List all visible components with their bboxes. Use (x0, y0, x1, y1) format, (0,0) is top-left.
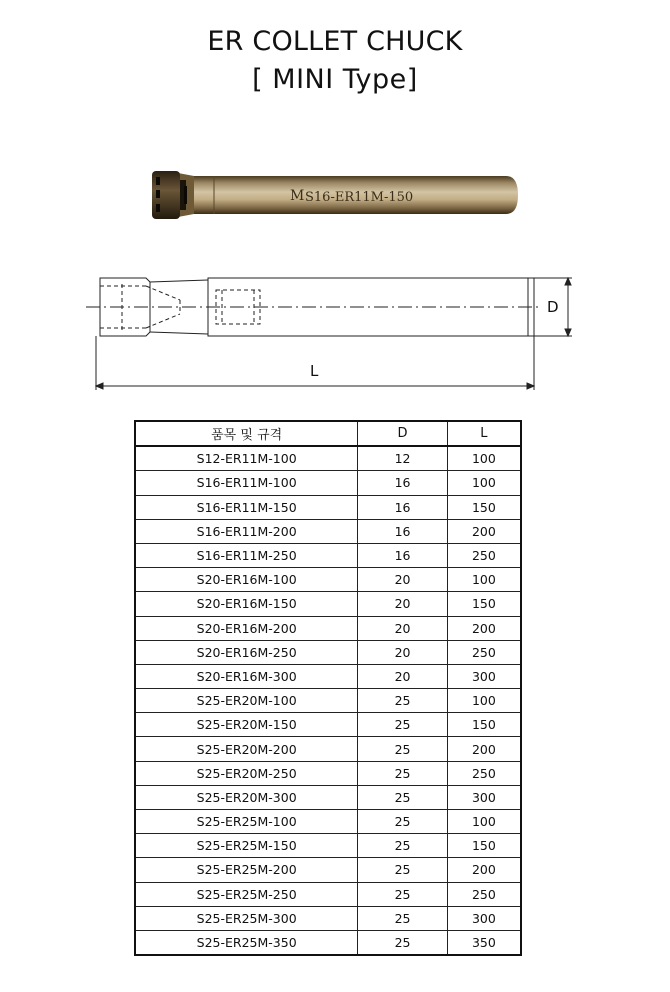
cell-l: 100 (447, 471, 521, 495)
cell-d: 25 (358, 737, 448, 761)
cell-model: S12-ER11M-100 (135, 446, 358, 471)
cell-model: S25-ER20M-250 (135, 761, 358, 785)
engraving-text: S16-ER11M-150 (305, 190, 414, 205)
cell-d: 16 (358, 519, 448, 543)
cell-d: 20 (358, 664, 448, 688)
table-row (135, 640, 521, 664)
table-row (135, 761, 521, 785)
cell-model: S25-ER25M-250 (135, 882, 358, 906)
header-d: D (358, 421, 448, 446)
table-header-row (135, 421, 521, 446)
cell-l: 150 (447, 834, 521, 858)
cell-model: S25-ER25M-300 (135, 906, 358, 930)
cell-l: 100 (447, 810, 521, 834)
cell-l: 150 (447, 592, 521, 616)
cell-model: S25-ER25M-200 (135, 858, 358, 882)
cell-d: 25 (358, 713, 448, 737)
cell-model: S20-ER16M-250 (135, 640, 358, 664)
table-row (135, 785, 521, 809)
header-item-spec: 품목 및 규격 (135, 421, 358, 446)
cell-l: 200 (447, 519, 521, 543)
table-row (135, 471, 521, 495)
chuck-outline (86, 278, 542, 336)
table-row (135, 689, 521, 713)
table-row (135, 834, 521, 858)
table-row (135, 664, 521, 688)
cell-d: 25 (358, 761, 448, 785)
engraving (290, 188, 413, 205)
cell-d: 25 (358, 810, 448, 834)
cell-model: S25-ER20M-300 (135, 785, 358, 809)
cell-l: 100 (447, 446, 521, 471)
cell-l: 250 (447, 640, 521, 664)
table-row (135, 930, 521, 955)
cell-d: 16 (358, 495, 448, 519)
dimension-d-label: D (547, 298, 559, 316)
cell-d: 20 (358, 568, 448, 592)
table-row (135, 495, 521, 519)
table-row (135, 543, 521, 567)
cell-model: S25-ER25M-350 (135, 930, 358, 955)
cell-d: 25 (358, 834, 448, 858)
cell-d: 16 (358, 471, 448, 495)
cell-d: 16 (358, 543, 448, 567)
cell-model: S16-ER11M-200 (135, 519, 358, 543)
header-l: L (447, 421, 521, 446)
engraving-logo: M (290, 188, 305, 204)
cell-model: S25-ER20M-100 (135, 689, 358, 713)
cell-d: 25 (358, 906, 448, 930)
cell-l: 200 (447, 737, 521, 761)
cell-l: 200 (447, 616, 521, 640)
table-row (135, 568, 521, 592)
cell-model: S20-ER16M-200 (135, 616, 358, 640)
cell-model: S20-ER16M-150 (135, 592, 358, 616)
cell-l: 250 (447, 882, 521, 906)
spec-table (134, 420, 522, 956)
cell-model: S16-ER11M-150 (135, 495, 358, 519)
cell-d: 20 (358, 640, 448, 664)
cell-d: 20 (358, 592, 448, 616)
cell-d: 12 (358, 446, 448, 471)
cell-model: S25-ER25M-150 (135, 834, 358, 858)
table-body (135, 446, 521, 955)
cell-d: 25 (358, 785, 448, 809)
cell-model: S16-ER11M-100 (135, 471, 358, 495)
technical-drawing (80, 262, 580, 394)
table-row (135, 519, 521, 543)
cell-l: 300 (447, 785, 521, 809)
table-row (135, 858, 521, 882)
cell-model: S16-ER11M-250 (135, 543, 358, 567)
cell-model: S25-ER20M-200 (135, 737, 358, 761)
table-row (135, 446, 521, 471)
table-row (135, 616, 521, 640)
cell-l: 300 (447, 906, 521, 930)
cell-d: 25 (358, 858, 448, 882)
table-row (135, 882, 521, 906)
cell-l: 150 (447, 495, 521, 519)
cell-d: 20 (358, 616, 448, 640)
table-row (135, 810, 521, 834)
cell-l: 250 (447, 543, 521, 567)
cell-l: 300 (447, 664, 521, 688)
cell-l: 150 (447, 713, 521, 737)
cell-d: 25 (358, 930, 448, 955)
table-row (135, 713, 521, 737)
page-title: ER COLLET CHUCK (207, 26, 463, 57)
cell-d: 25 (358, 689, 448, 713)
cell-l: 200 (447, 858, 521, 882)
cell-model: S25-ER20M-150 (135, 713, 358, 737)
table-row (135, 906, 521, 930)
cell-d: 25 (358, 882, 448, 906)
product-photo (150, 168, 518, 222)
cell-l: 100 (447, 689, 521, 713)
cell-l: 250 (447, 761, 521, 785)
cell-model: S25-ER25M-100 (135, 810, 358, 834)
cell-l: 350 (447, 930, 521, 955)
dimension-l-label: L (310, 362, 319, 380)
table-row (135, 592, 521, 616)
cell-l: 100 (447, 568, 521, 592)
cell-model: S20-ER16M-300 (135, 664, 358, 688)
cell-model: S20-ER16M-100 (135, 568, 358, 592)
page-subtitle: [ MINI Type] (252, 64, 418, 95)
table-row (135, 737, 521, 761)
